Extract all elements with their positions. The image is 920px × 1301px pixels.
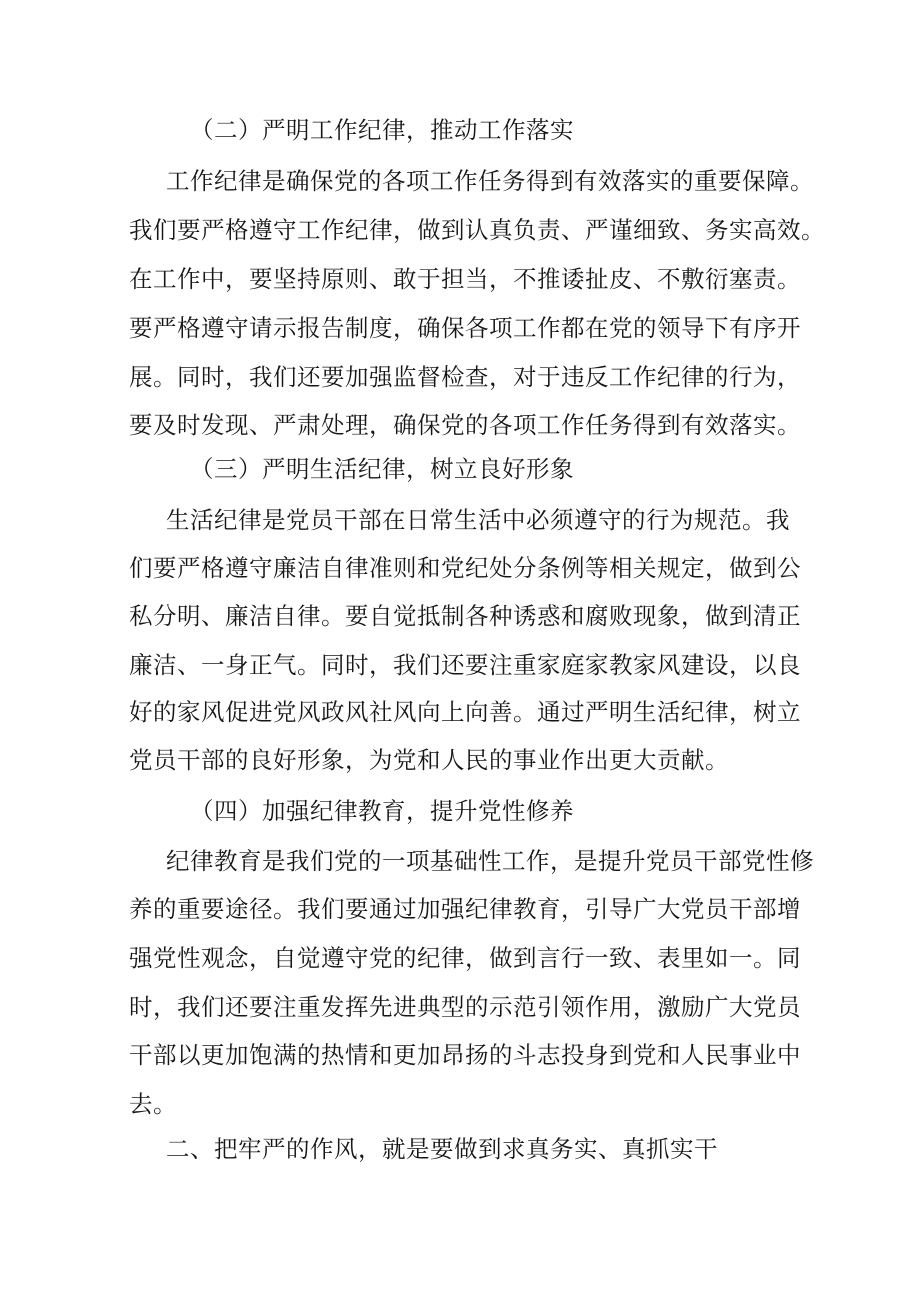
paragraph-line: 生活纪律是党员干部在日常生活中必须遵守的行为规范。我 (166, 506, 790, 534)
paragraph-line: 养的重要途径。我们要通过加强纪律教育，引导广大党员干部增 (129, 895, 801, 923)
paragraph-line: 要及时发现、严肃处理，确保党的各项工作任务得到有效落实。 (129, 411, 801, 439)
section-heading: （四）加强纪律教育，提升党性修养 (190, 797, 574, 825)
paragraph-line: 强党性观念，自觉遵守党的纪律，做到言行一致、表里如一。同 (129, 944, 801, 972)
paragraph-line: 们要严格遵守廉洁自律准则和党纪处分条例等相关规定，做到公 (129, 554, 801, 582)
paragraph-line: 工作纪律是确保党的各项工作任务得到有效落实的重要保障。 (166, 167, 814, 195)
paragraph-line: 要严格遵守请示报告制度，确保各项工作都在党的领导下有序开 (129, 314, 801, 342)
paragraph-line: 好的家风促进党风政风社风向上向善。通过严明生活纪律，树立 (129, 698, 801, 726)
paragraph-line: 我们要严格遵守工作纪律，做到认真负责、严谨细致、务实高效。 (129, 216, 825, 244)
paragraph-line: 去。 (129, 1090, 177, 1118)
section-heading: （三）严明生活纪律，树立良好形象 (190, 455, 574, 483)
section-heading: （二）严明工作纪律，推动工作落实 (190, 116, 574, 144)
part-heading: 二、把牢严的作风，就是要做到求真务实、真抓实干 (166, 1135, 718, 1163)
paragraph-line: 私分明、廉洁自律。要自觉抵制各种诱惑和腐败现象，做到清正 (129, 602, 801, 630)
paragraph-line: 党员干部的良好形象，为党和人民的事业作出更大贡献。 (129, 746, 729, 774)
paragraph-line: 廉洁、一身正气。同时，我们还要注重家庭家教家风建设，以良 (129, 651, 801, 679)
paragraph-line: 时，我们还要注重发挥先进典型的示范引领作用，激励广大党员 (129, 993, 801, 1021)
paragraph-line: 在工作中，要坚持原则、敢于担当，不推诿扯皮、不敷衍塞责。 (129, 265, 801, 293)
paragraph-line: 干部以更加饱满的热情和更加昂扬的斗志投身到党和人民事业中 (129, 1041, 801, 1069)
paragraph-line: 展。同时，我们还要加强监督检查，对于违反工作纪律的行为， (129, 363, 801, 391)
paragraph-line: 纪律教育是我们党的一项基础性工作，是提升党员干部党性修 (166, 847, 814, 875)
